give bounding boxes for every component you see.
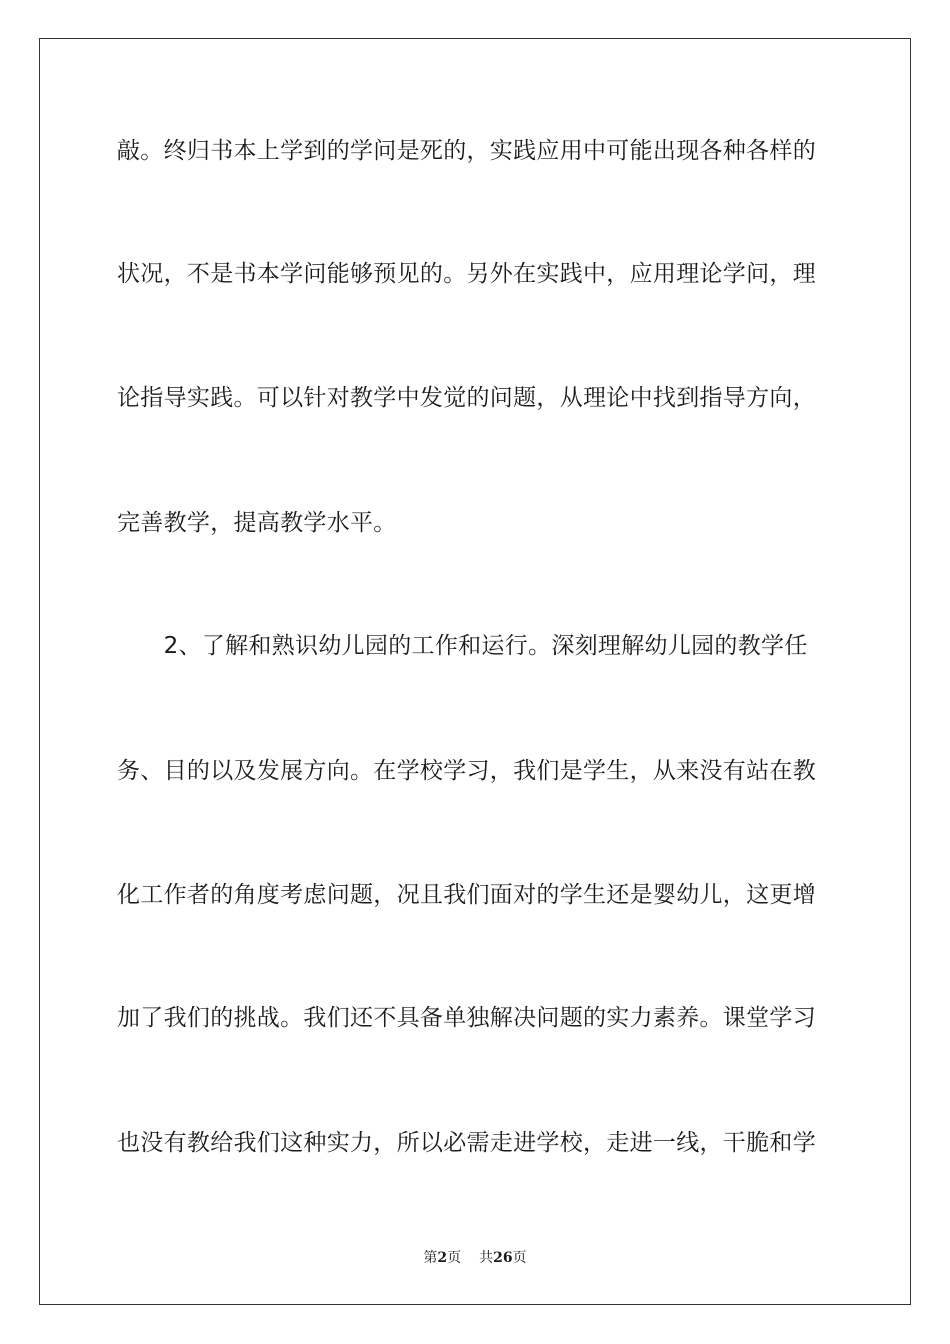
- body-text-line: 状况，不是书本学问能够预见的。另外在实践中，应用理论学问，理: [117, 261, 816, 287]
- page-border: [39, 38, 911, 1305]
- body-text-line: 完善教学，提高教学水平。: [117, 510, 397, 536]
- page-suffix: 页: [447, 1250, 462, 1266]
- body-text-line: 论指导实践。可以针对教学中发觉的问题，从理论中找到指导方向，: [117, 385, 816, 411]
- page-number: 2: [437, 1250, 448, 1266]
- body-text-line: 加了我们的挑战。我们还不具备单独解决问题的实力素养。课堂学习: [117, 1005, 816, 1031]
- total-suffix: 页: [512, 1250, 527, 1266]
- page-prefix: 第: [423, 1250, 438, 1266]
- body-text-line: 2、了解和熟识幼儿园的工作和运行。深刻理解幼儿园的教学任: [117, 633, 808, 659]
- total-prefix: 共: [479, 1250, 494, 1266]
- total-pages: 26: [493, 1250, 513, 1266]
- body-text-line: 务、目的以及发展方向。在学校学习，我们是学生，从来没有站在教: [117, 758, 816, 784]
- body-text-line: 敲。终归书本上学到的学问是死的，实践应用中可能出现各种各样的: [117, 138, 816, 164]
- body-text-line: 化工作者的角度考虑问题，况且我们面对的学生还是婴幼儿，这更增: [117, 882, 816, 908]
- body-text-line: 也没有教给我们这种实力，所以必需走进学校，走进一线，干脆和学: [117, 1130, 816, 1156]
- page-footer: [0, 1247, 950, 1267]
